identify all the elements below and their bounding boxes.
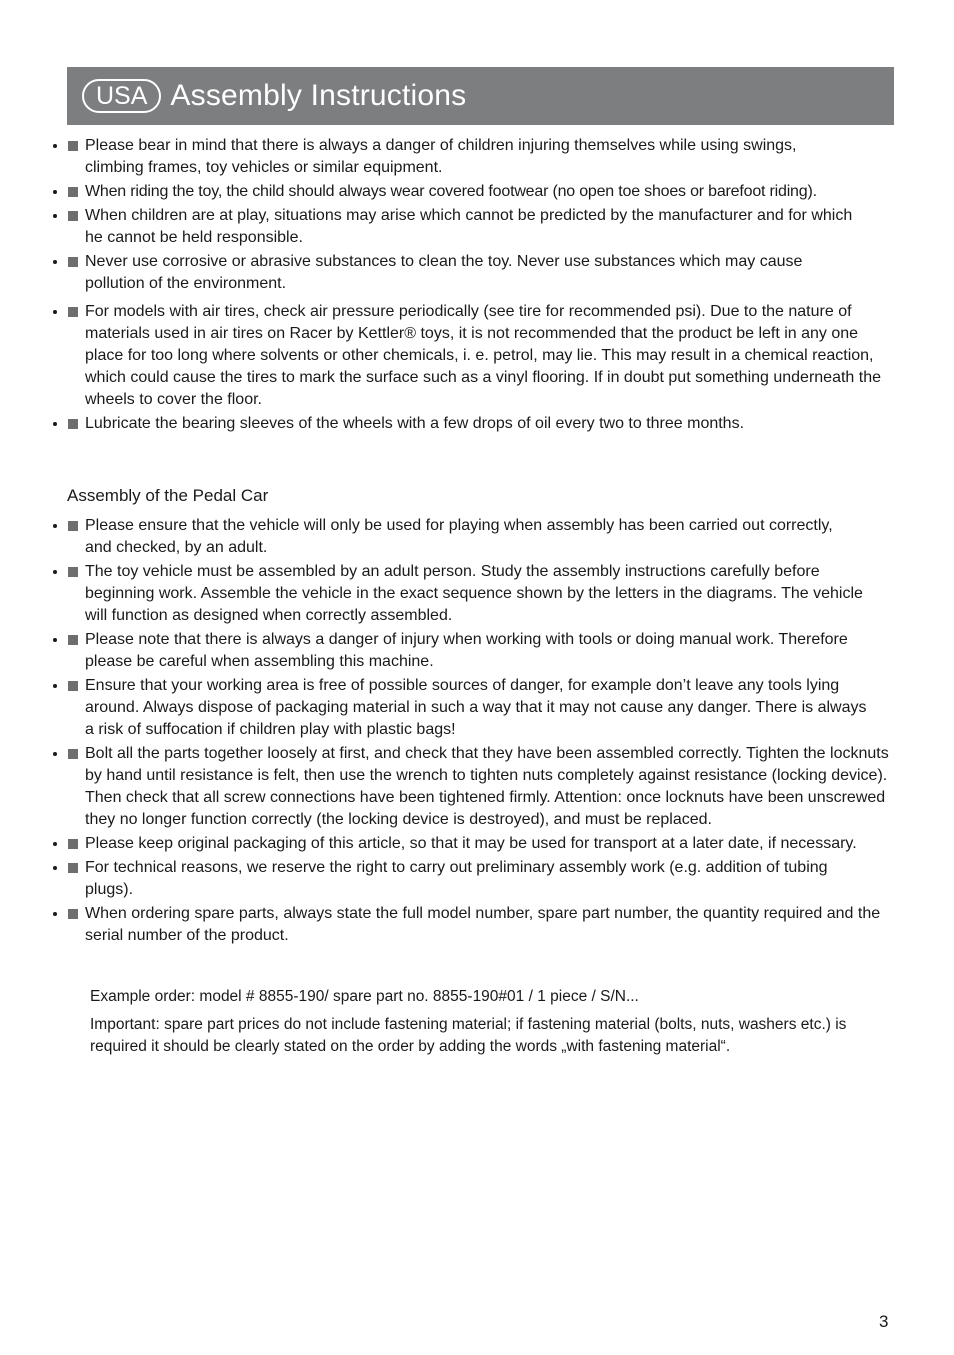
list-item	[68, 903, 890, 947]
important-note: Important: spare part prices do not include fastening material; if fastening material (bolts, nuts, washers etc.) is required it should be clearly stated on the order by adding the words „with fastening material“.	[90, 1016, 847, 1055]
list-item	[68, 205, 855, 249]
page-number: 3	[879, 1312, 889, 1331]
list-item-text: Please note that there is always a danger of injury when working with tools or doing manual work. Therefore please be careful when assembling this machine.	[85, 631, 848, 670]
list-item	[68, 515, 855, 559]
list-item	[68, 561, 875, 627]
bullet-square-icon	[68, 863, 78, 873]
list-item-text: For technical reasons, we reserve the right to carry out preliminary assembly work (e.g. addition of tubing plugs).	[85, 859, 828, 898]
example-order: Example order: model # 8855-190/ spare part no. 8855-190#01 / 1 piece / S/N...	[90, 988, 639, 1005]
list-item	[68, 301, 885, 411]
list-item-text: Bolt all the parts together loosely at first, and check that they have been assembled correctly. Tighten the locknuts by hand until resistance is felt, then use the wrench to tighten nuts completely against resistance (locking device). Then check that all screw connections have been tightened firmly. Attention: once locknuts have been unscrewed they no longer function correctly (the locking device is destroyed), and must be replaced.	[85, 745, 889, 828]
bullet-square-icon	[68, 749, 78, 759]
list-item	[68, 857, 875, 901]
bullet-square-icon	[68, 681, 78, 691]
bullet-square-icon	[68, 567, 78, 577]
list-item	[68, 629, 875, 673]
list-item-text: Please bear in mind that there is always a danger of children injuring themselves while using swings, climbing frames, toy vehicles or similar equipment.	[85, 137, 797, 176]
bullet-square-icon	[68, 521, 78, 531]
bullet-square-icon	[68, 419, 78, 429]
bullet-square-icon	[68, 141, 78, 151]
list-item	[68, 135, 855, 179]
safety-notes-list	[68, 135, 898, 437]
list-item-text: The toy vehicle must be assembled by an adult person. Study the assembly instructions carefully before beginning work. Assemble the vehicle in the exact sequence shown by the letters in the diagrams. The vehicle will function as designed when correctly assembled.	[85, 563, 863, 624]
bullet-square-icon	[68, 211, 78, 221]
bullet-square-icon	[68, 187, 78, 197]
list-item-text: Lubricate the bearing sleeves of the wheels with a few drops of oil every two to three months.	[85, 415, 745, 432]
list-item	[68, 675, 875, 741]
list-item	[68, 833, 875, 855]
list-item	[68, 743, 890, 831]
country-badge: USA	[82, 79, 161, 113]
list-item-text: Never use corrosive or abrasive substances to clean the toy. Never use substances which may cause pollution of the environment.	[85, 253, 803, 292]
bullet-square-icon	[68, 839, 78, 849]
list-item-text: For models with air tires, check air pressure periodically (see tire for recommended psi). Due to the nature of materials used in air tires on Racer by Kettler® toys, it is not recommended that the product be left in any one place for too long where solvents or other chemicals, i. e. petrol, may lie. This may result in a chemical reaction, which could cause the tires to mark the surface such as a vinyl flooring. If in doubt put something underneath the wheels to cover the floor.	[85, 303, 882, 408]
list-item-text: When riding the toy, the child should always wear covered footwear (no open toe shoes or barefoot riding).	[85, 183, 817, 200]
bullet-square-icon	[68, 257, 78, 267]
bullet-square-icon	[68, 909, 78, 919]
list-item	[68, 413, 855, 435]
list-item	[68, 181, 915, 203]
section-heading: Assembly of the Pedal Car	[67, 486, 269, 505]
page-title: Assembly Instructions	[170, 79, 467, 112]
list-item-text: Please keep original packaging of this article, so that it may be used for transport at a later date, if necessary.	[85, 835, 857, 852]
header-band	[67, 67, 894, 125]
assembly-notes-list	[68, 515, 898, 949]
list-item	[68, 251, 855, 295]
bullet-square-icon	[68, 307, 78, 317]
list-item-text: Ensure that your working area is free of possible sources of danger, for example don’t leave any tools lying around. Always dispose of packaging material in such a way that it may not cause any danger. There is always a risk of suffocation if children play with plastic bags!	[85, 677, 867, 738]
list-item-text: When ordering spare parts, always state the full model number, spare part number, the quantity required and the serial number of the product.	[85, 905, 881, 944]
list-item-text: When children are at play, situations may arise which cannot be predicted by the manufacturer and for which he cannot be held responsible.	[85, 207, 853, 246]
bullet-square-icon	[68, 635, 78, 645]
list-item-text: Please ensure that the vehicle will only be used for playing when assembly has been carried out correctly, and checked, by an adult.	[85, 517, 833, 556]
